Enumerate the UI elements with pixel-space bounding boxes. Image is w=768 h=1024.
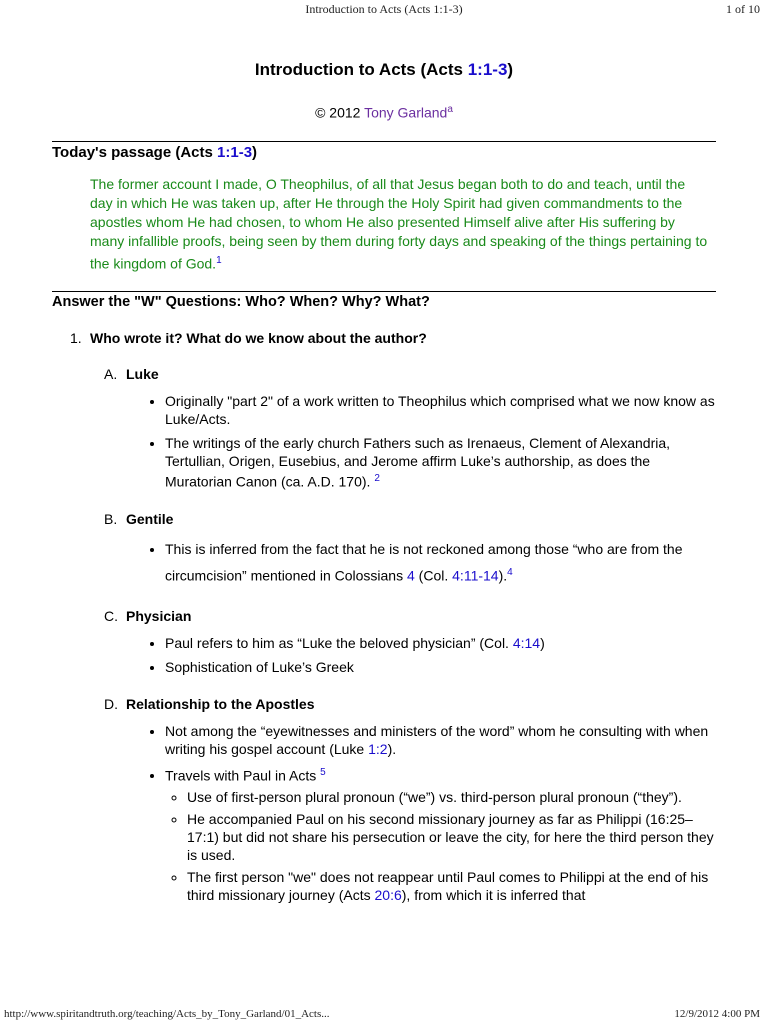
scripture-link[interactable]: 4:11-14 [452,567,499,584]
sub-list [165,788,715,904]
list-item-text: Paul refers to him as “Luke the beloved physician” (Col. [165,634,513,651]
list-item [165,722,715,758]
section-label: Relationship to the Apostles [126,695,315,712]
section-label: Gentile [126,510,174,527]
passage-text: The former account I made, O Theophilus, of all that Jesus began both to do and teach, until the day in which He was taken up, after He through the Holy Spirit had given commandments to the apostles whom He had chosen, to whom He also presented Himself alive after His suffering by many infallible proofs, being seen by them during forty days and speaking of the things pertaining to the kingdom of God. [90,175,708,272]
list-item [165,764,715,905]
page-url: http://www.spiritandtruth.org/teaching/Acts_by_Tony_Garland/01_Acts... [4,1008,330,1020]
scripture-link[interactable]: 4:14 [512,634,541,651]
list-item [165,537,715,588]
list-item [165,634,715,652]
title-scripture-link[interactable]: 1:1-3 [467,60,508,79]
question-text: Who wrote it? What do we know about the author? [90,330,427,347]
page-counter: 1 of 10 [726,2,760,16]
section-a-heading [104,366,716,382]
list-item-text: Sophistication of Luke’s Greek [165,658,354,675]
list-item-text: Travels with Paul in Acts [165,767,321,784]
section-label: Physician [126,607,192,624]
scripture-link[interactable]: 20:6 [374,887,402,904]
passage-heading [52,144,716,161]
document-content [52,60,716,910]
list-item-text: This is inferred from the fact that he is not reckoned among those “who are from the circumcision” mentioned in Colossians [165,540,683,584]
passage-heading-text: Today's passage (Acts [52,143,218,161]
footnote-link-5[interactable]: 5 [320,766,326,778]
passage-heading-suffix: ) [252,143,258,161]
section-a-list [148,392,715,491]
author-link[interactable]: Tony Garland [364,104,448,121]
section-divider [52,291,716,292]
title-text: Introduction to Acts (Acts [254,60,468,79]
list-item-text: Use of first-person plural pronoun (“we”) vs. third-person plural pronoun (“they”). [187,789,682,806]
author-note-link[interactable]: a [447,104,453,115]
sub-list-item [187,810,715,864]
list-item-text: He accompanied Paul on his second missionary journey as far as Philippi (16:25–17:1) but did not share his persecution or leave the city, for here the third person they is used. [187,811,714,864]
section-b-heading [104,511,716,527]
section-letter: A. [104,366,118,383]
page-title [52,60,716,80]
footnote-link-4[interactable]: 4 [507,566,513,578]
scripture-link[interactable]: 4 [407,567,415,584]
print-footer [0,1002,768,1024]
sub-list-item [187,868,715,904]
question-1 [70,330,716,346]
section-letter: C. [104,607,118,624]
passage-scripture-link[interactable]: 1:1-3 [217,143,253,161]
scripture-passage [90,175,710,274]
scripture-link[interactable]: 1:2 [368,740,388,757]
section-d-list [148,722,715,905]
section-b-list [148,537,715,588]
w-questions-heading: Answer the "W" Questions: Who? When? Why? What? [52,294,430,311]
list-item-text: ) [540,634,545,651]
list-item [165,434,715,491]
list-item-text: Originally "part 2" of a work written to Theophilus which comprised what we now know as Luke/Acts. [165,393,715,428]
question-number: 1. [70,330,82,347]
list-item-text: ), from which it is inferred that [401,887,586,904]
list-item-text: (Col. [414,567,453,584]
section-letter: B. [104,510,118,527]
print-date: 12/9/2012 4:00 PM [674,1008,760,1020]
section-c-list [148,634,715,676]
list-item-text: Not among the “eyewitnesses and ministers of the word” whom he consulting with when writing his gospel account (Luke [165,722,709,757]
footnote-link-2[interactable]: 2 [374,473,380,485]
list-item-text: The writings of the early church Fathers such as Irenaeus, Clement of Alexandria, Tertullian, Origen, Eusebius, and Jerome affirm Luke’s authorship, as does the Muratorian Canon (ca. A.D. 170). [165,435,671,490]
list-item [165,392,715,428]
print-header [0,0,768,20]
list-item [165,658,715,676]
list-item-text: ). [387,740,397,757]
list-item-text: The first person "we" does not reappear until Paul comes to Philippi at the end of his third missionary journey (Acts [187,869,709,904]
section-letter: D. [104,695,118,712]
copyright-text: © 2012 [315,104,365,121]
section-d-heading [104,696,716,712]
section-divider [52,141,716,142]
sub-list-item [187,788,715,806]
section-label: Luke [126,366,159,383]
list-item-text: ). [498,567,508,584]
section-c-heading [104,608,716,624]
footnote-link-1[interactable]: 1 [216,254,222,266]
title-suffix: ) [507,60,514,79]
print-header-title: Introduction to Acts (Acts 1:1-3) [305,2,463,16]
copyright-line [52,104,716,121]
